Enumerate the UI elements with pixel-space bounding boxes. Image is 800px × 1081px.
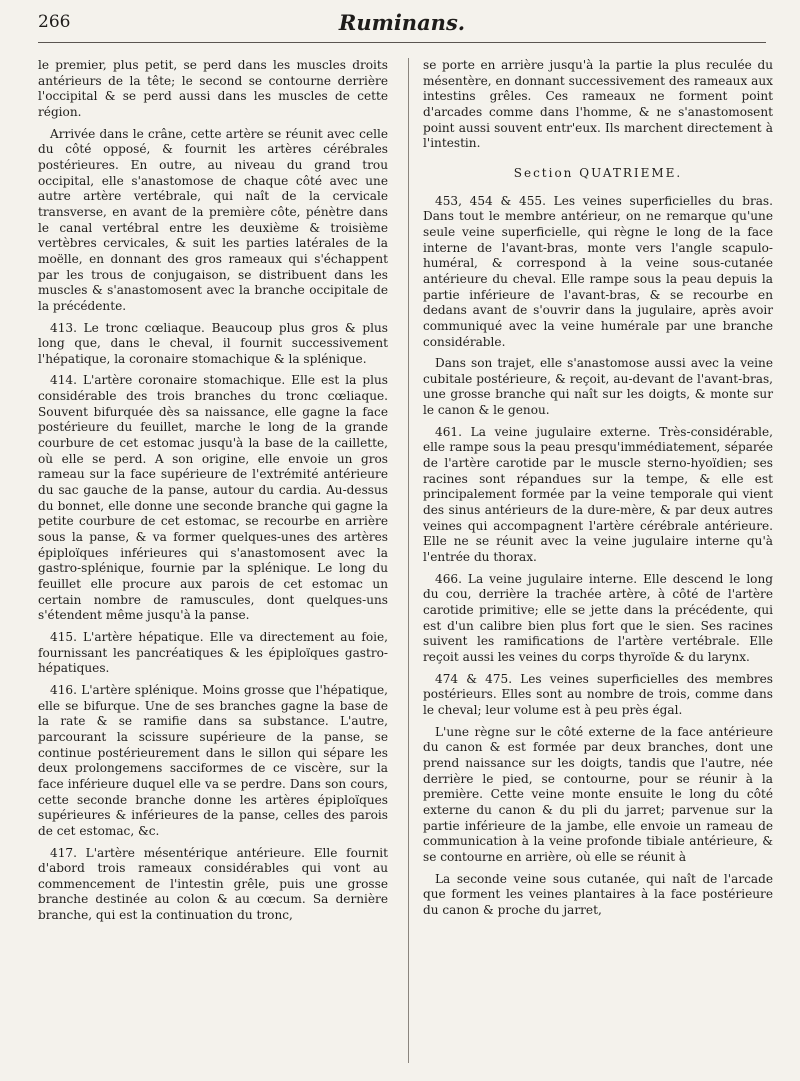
right-column <box>423 58 773 924</box>
paragraph: Arrivée dans le crâne, cette artère se réunit avec celle du côté opposé, & fournit les artères cérébrales postérieures. En outre, au niveau du grand trou occipital, elle s'anastomose de chaque côté avec une autre artère vertébrale, qui naît de la cervicale transverse, en avant de la première côte, pénètre dans le canal vertébral entre les deuxième & troisième vertèbres cervicales, & suit les parties latérales de la moëlle, en donnant des gros rameaux qui s'échappent par les trous de conjugaison, se distribuent dans les muscles & s'anastomosent avec la branche occipitale de la précédente. <box>38 126 388 313</box>
paragraph: 466. La veine jugulaire interne. Elle descend le long du cou, derrière la trachée artère, à côté de l'artère carotide primitive; elle se jette dans la précédente, qui est d'un calibre bien plus fort que le sien. Ses racines suivent les ramifications de l'artère vertébrale. Elle reçoit aussi les veines du corps thyroïde & du larynx. <box>423 571 773 664</box>
page-number: 266 <box>38 12 71 32</box>
paragraph: 474 & 475. Les veines superficielles des membres postérieurs. Elles sont au nombre de trois, comme dans le cheval; leur volume est à peu près égal. <box>423 671 773 717</box>
paragraph: Dans son trajet, elle s'anastomose aussi avec la veine cubitale postérieure, & reçoit, au-devant de l'avant-bras, une grosse branche qui naît sur les doigts, & monte sur le canon & le genou. <box>423 356 773 418</box>
paragraph: le premier, plus petit, se perd dans les muscles droits antérieurs de la tête; le second se contourne derrière l'occipital & se perd aussi dans les muscles de cette région. <box>38 58 388 119</box>
page-header <box>38 12 766 43</box>
left-column <box>38 58 388 930</box>
section-heading-word: Section <box>513 165 580 180</box>
paragraph: 461. La veine jugulaire externe. Très-considérable, elle rampe sous la peau presqu'immédiatement, séparée de l'artère carotide par le muscle sterno-hyoïdien; ses racines sont répandues sur la tempe, & elle est principalement formée par la veine temporale qui vient des sinus antérieurs de la dure-mère, & par deux autres veines qui accompagnent l'artère cérébrale antérieure. Elle ne se réunit avec la veine jugulaire interne qu'à l'entrée du thorax. <box>423 424 773 565</box>
paragraph: 453, 454 & 455. Les veines superficielles du bras. Dans tout le membre antérieur, on ne remarque qu'une seule veine superficielle, qui règne le long de la face interne de l'avant-bras, monte vers l'angle scapulo-huméral, & correspond à la veine sous-cutanée antérieure du cheval. Elle rampe sous la peau depuis la partie inférieure de l'avant-bras, & se recourbe en dedans avant de s'ouvrir dans la jugulaire, après avoir communiqué avec la veine humérale par une branche considérable. <box>423 193 773 349</box>
paragraph: 413. Le tronc cœliaque. Beaucoup plus gros & plus long que, dans le cheval, il fournit successivement l'hépatique, la coronaire stomachique & la splénique. <box>38 320 388 366</box>
column-divider <box>408 58 409 1063</box>
paragraph: 416. L'artère splénique. Moins grosse que l'hépatique, elle se bifurque. Une de ses branches gagne la base de la rate & se ramifie dans sa substance. L'autre, parcourant la scissure supérieure de la panse, se continue postérieurement dans le sillon qui sépare les deux prolongemens sacciformes de ce viscère, sur la face inférieure duquel elle va se perdre. Dans son cours, cette seconde branche donne les artères épiploïques supérieures & inférieures de la panse, celles des parois de cet estomac, &c. <box>38 682 388 838</box>
paragraph: La seconde veine sous cutanée, qui naît de l'arcade que forment les veines plantaires à la face postérieure du canon & proche du jarret, <box>423 871 773 917</box>
paragraph: L'une règne sur le côté externe de la face antérieure du canon & est formée par deux branches, dont une prend naissance sur les doigts, tandis que l'autre, née derrière le pied, se contourne, pour se réunir à la première. Cette veine monte ensuite le long du côté externe du canon & du pli du jarret; parvenue sur la partie inférieure de la jambe, elle envoie un rameau de communication à la veine profonde tibiale antérieure, & se contourne en arrière, où elle se réunit à <box>423 724 773 864</box>
section-heading <box>423 166 773 182</box>
running-title: Ruminans. <box>338 10 466 35</box>
section-heading-caps: QUATRIEME. <box>579 165 683 180</box>
paragraph: 414. L'artère coronaire stomachique. Elle est la plus considérable des trois branches du tronc cœliaque. Souvent bifurquée dès sa naissance, elle gagne la face postérieure du feuillet, marche le long de la grande courbure de cet estomac jusqu'à la base de la caillette, où elle se perd. A son origine, elle envoie un gros rameau sur la face supérieure de l'extrémité antérieure du sac gauche de la panse, autour du cardia. Au-dessus du bonnet, elle donne une seconde branche qui gagne la petite courbure de cet estomac, se recourbe en arrière sous la panse, & va former quelques-unes des artères épiploïques inférieures qui s'anastomosent avec la gastro-splénique, fournie par la splénique. Le long du feuillet elle procure aux parois de cet estomac un certain nombre de ramuscules, dont quelques-uns s'étendent même jusqu'à la panse. <box>38 373 388 623</box>
paragraph: 415. L'artère hépatique. Elle va directement au foie, fournissant les pancréatiques & les épiploïques gastro-hépatiques. <box>38 629 388 676</box>
paragraph: 417. L'artère mésentérique antérieure. Elle fournit d'abord trois rameaux considérables qui vont au commencement de l'intestin grêle, puis une grosse branche destinée au colon & au cœcum. Sa dernière branche, qui est la continuation du tronc, <box>38 845 388 923</box>
paragraph: se porte en arrière jusqu'à la partie la plus reculée du mésentère, en donnant successivement des rameaux aux intestins grêles. Ces rameaux ne forment point d'arcades comme dans l'homme, & ne s'anastomosent point aussi souvent entr'eux. Ils marchent directement à l'intestin. <box>423 58 773 151</box>
